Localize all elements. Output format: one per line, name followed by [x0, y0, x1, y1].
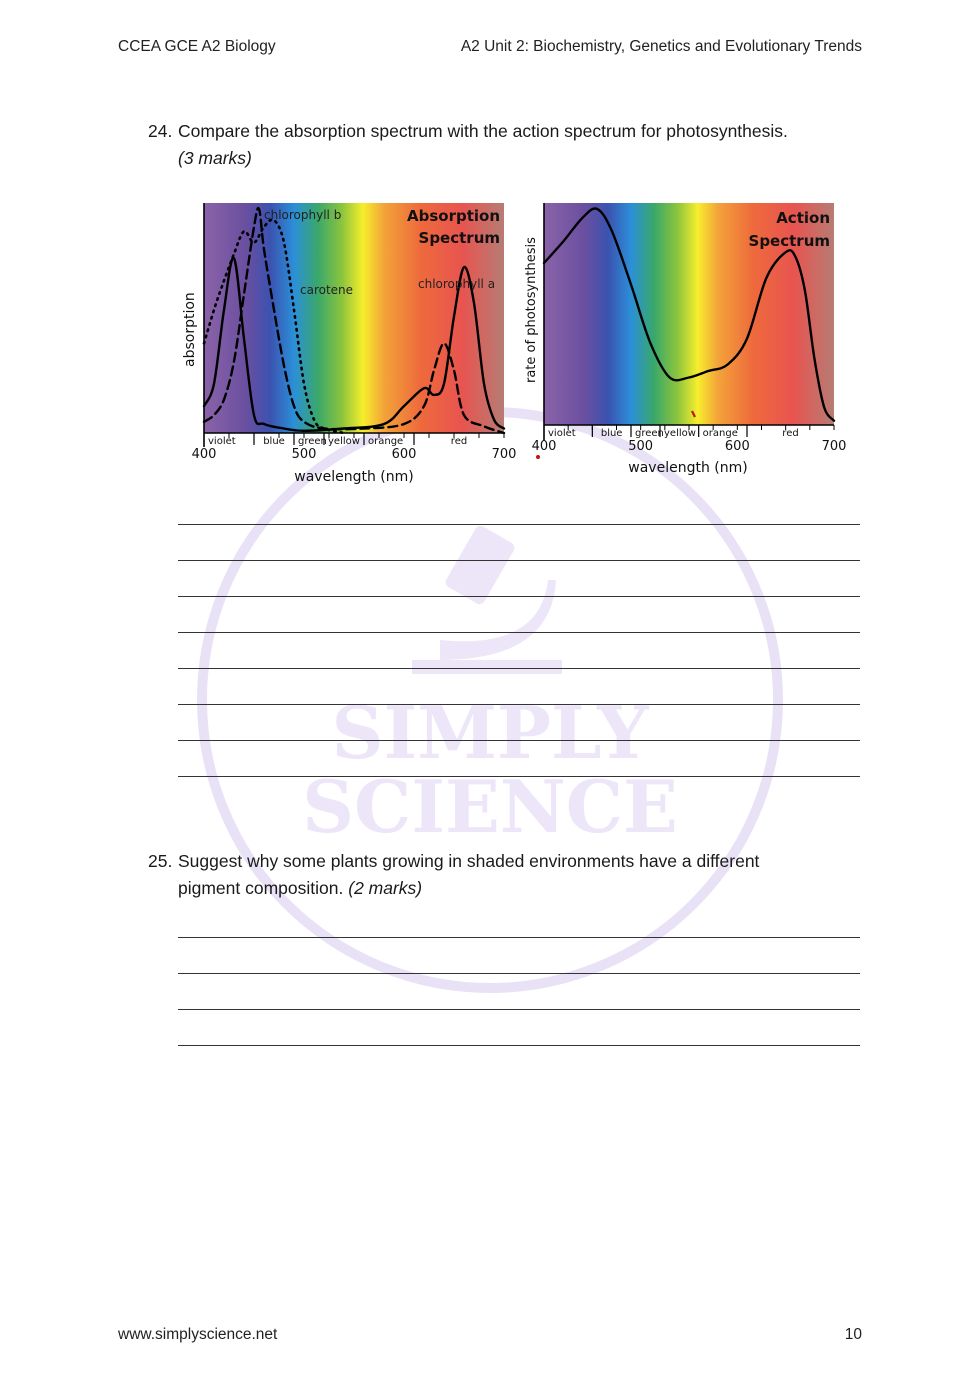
footer-website: www.simplyscience.net — [118, 1326, 278, 1343]
question-text: Suggest why some plants growing in shaded environments have a different — [178, 851, 760, 871]
question-marks: (3 marks) — [178, 148, 252, 168]
question-24 — [148, 118, 868, 172]
band-label-green: green — [635, 428, 664, 439]
answer-line[interactable] — [178, 776, 860, 777]
action-title-line1: Action — [776, 209, 830, 227]
answer-line[interactable] — [178, 704, 860, 705]
question-number: 24. — [148, 121, 173, 141]
x-tick-label: 600 — [724, 439, 750, 454]
header-unit: A2 Unit 2: Biochemistry, Genetics and Evolutionary Trends — [460, 38, 862, 55]
band-label-blue: blue — [600, 428, 623, 439]
page-number: 10 — [844, 1326, 862, 1343]
x-tick-label: 400 — [191, 447, 217, 462]
action-x-axis-label: wavelength (nm) — [628, 460, 748, 476]
question-text: Compare the absorption spectrum with the action spectrum for photosynthesis. — [178, 121, 788, 141]
question-text: pigment composition. — [178, 878, 344, 898]
band-label-orange: orange — [702, 428, 738, 439]
absorption-y-axis-label: absorption — [182, 292, 198, 367]
watermark-line1: SIMPLY — [331, 690, 649, 775]
x-tick-label: 500 — [628, 439, 654, 454]
x-tick-label: 500 — [291, 447, 317, 462]
band-label-blue: blue — [263, 436, 285, 447]
band-label-yellow: yellow — [328, 436, 360, 447]
answer-line[interactable] — [178, 668, 860, 669]
action-title-line2: Spectrum — [748, 232, 830, 250]
band-label-red: red — [782, 428, 799, 439]
answer-line[interactable] — [178, 937, 860, 938]
answer-line[interactable] — [178, 524, 860, 525]
x-tick-label: 700 — [491, 447, 517, 462]
action-y-axis-label: rate of photosynthesis — [524, 237, 539, 383]
absorption-title-line2: Spectrum — [418, 229, 500, 247]
watermark-line2: SCIENCE — [302, 764, 678, 849]
absorption-title-line1: Absorption — [406, 207, 500, 225]
x-tick-label: 600 — [391, 447, 417, 462]
band-label-orange: orange — [368, 436, 404, 447]
question-25 — [148, 848, 868, 902]
answer-line[interactable] — [178, 740, 860, 741]
answer-line[interactable] — [178, 560, 860, 561]
band-label-green: green — [298, 436, 327, 447]
x-tick-label: 400 — [531, 439, 557, 454]
absorption-spectrum-chart — [180, 195, 520, 490]
band-label-violet: violet — [208, 436, 236, 447]
series-label-chlorophyll-b: chlorophyll b — [264, 208, 342, 222]
band-label-violet: violet — [548, 428, 576, 439]
answer-line[interactable] — [178, 596, 860, 597]
answer-line[interactable] — [178, 973, 860, 974]
series-label-carotene: carotene — [300, 283, 354, 297]
header-course: CCEA GCE A2 Biology — [118, 38, 276, 55]
x-tick-label: 700 — [821, 439, 847, 454]
absorption-x-axis-label: wavelength (nm) — [294, 469, 414, 485]
action-spectrum-chart — [518, 195, 858, 480]
answer-line[interactable] — [178, 1045, 860, 1046]
question-marks: (2 marks) — [348, 878, 423, 898]
series-label-chlorophyll-a: chlorophyll a — [418, 277, 496, 291]
question-number: 25. — [148, 851, 173, 871]
answer-line[interactable] — [178, 632, 860, 633]
red-pen-dot — [536, 455, 540, 459]
answer-line[interactable] — [178, 1009, 860, 1010]
band-label-red: red — [450, 436, 468, 447]
band-label-yellow: yellow — [664, 428, 696, 439]
